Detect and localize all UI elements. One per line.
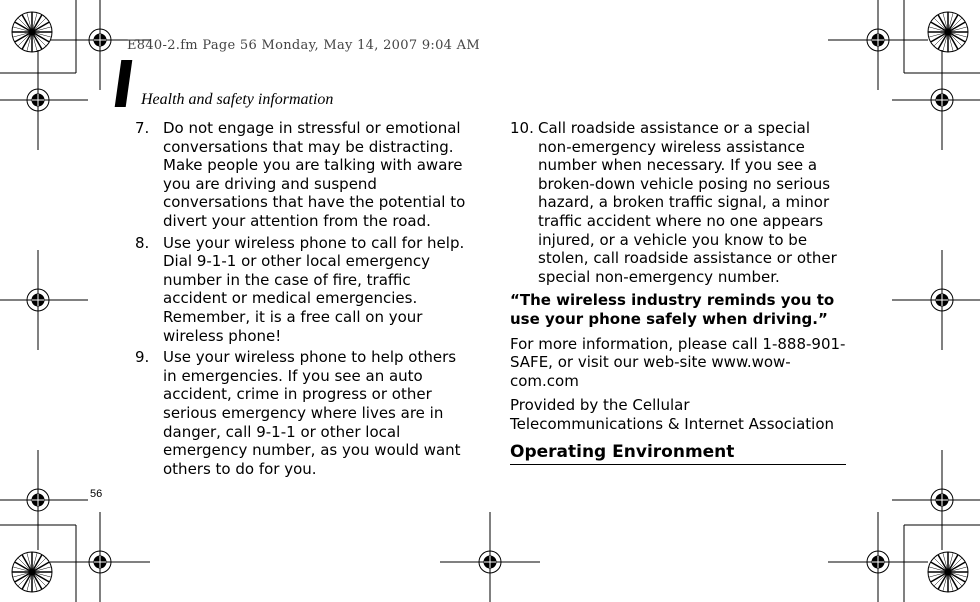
section-title: Health and safety information [141,91,334,108]
item-text: Call roadside assistance or a special non-emergency wireless assistance number when necessary. If you see a broken-down vehicle posing no serious hazard, a broken traffic signal, a minor traffic accident where no one appears injured, or a vehicle you know to be stolen, call roadside assistance or other special non-emergency number. [538,119,837,286]
item-text: Do not engage in stressful or emotional conversations that may be distracting. Make people you are talking with aware you are driving and suspend conversations that have the potential to divert your attention from the road. [163,119,466,230]
item-number: 7. [135,119,150,137]
item-number: 10. [510,119,534,137]
list-item [135,119,470,231]
item-number: 9. [135,348,150,367]
left-column [135,119,470,481]
list-item [510,119,846,286]
provided-by: Provided by the Cellular Telecommunications & Internet Association [510,396,835,433]
item-text: Use your wireless phone to help others in emergencies. If you see an auto accident, crime in progress or other serious emergency where lives are in danger, call 9-1-1 or other local emergency number, as you would want others to do for you. [163,348,461,478]
right-column [510,119,846,465]
print-header: E840-2.fm Page 56 Monday, May 14, 2007 9:04 AM [127,38,480,53]
safety-quote: “The wireless industry reminds you to use your phone safely when driving.” [510,291,835,328]
section-heading: Operating Environment [510,443,846,466]
item-number: 8. [135,233,150,252]
item-text: Use your wireless phone to call for help. Dial 9-1-1 or other local emergency number in the case of fire, traffic accident or medical emergencies. Remember, it is a free call on your wireless phone! [163,233,465,345]
list-item [135,348,470,478]
info-paragraph: For more information, please call 1-888-901-SAFE, or visit our web-site www.wow-com.com [510,334,846,390]
list-item [135,234,470,346]
page-number: 56 [90,488,103,500]
